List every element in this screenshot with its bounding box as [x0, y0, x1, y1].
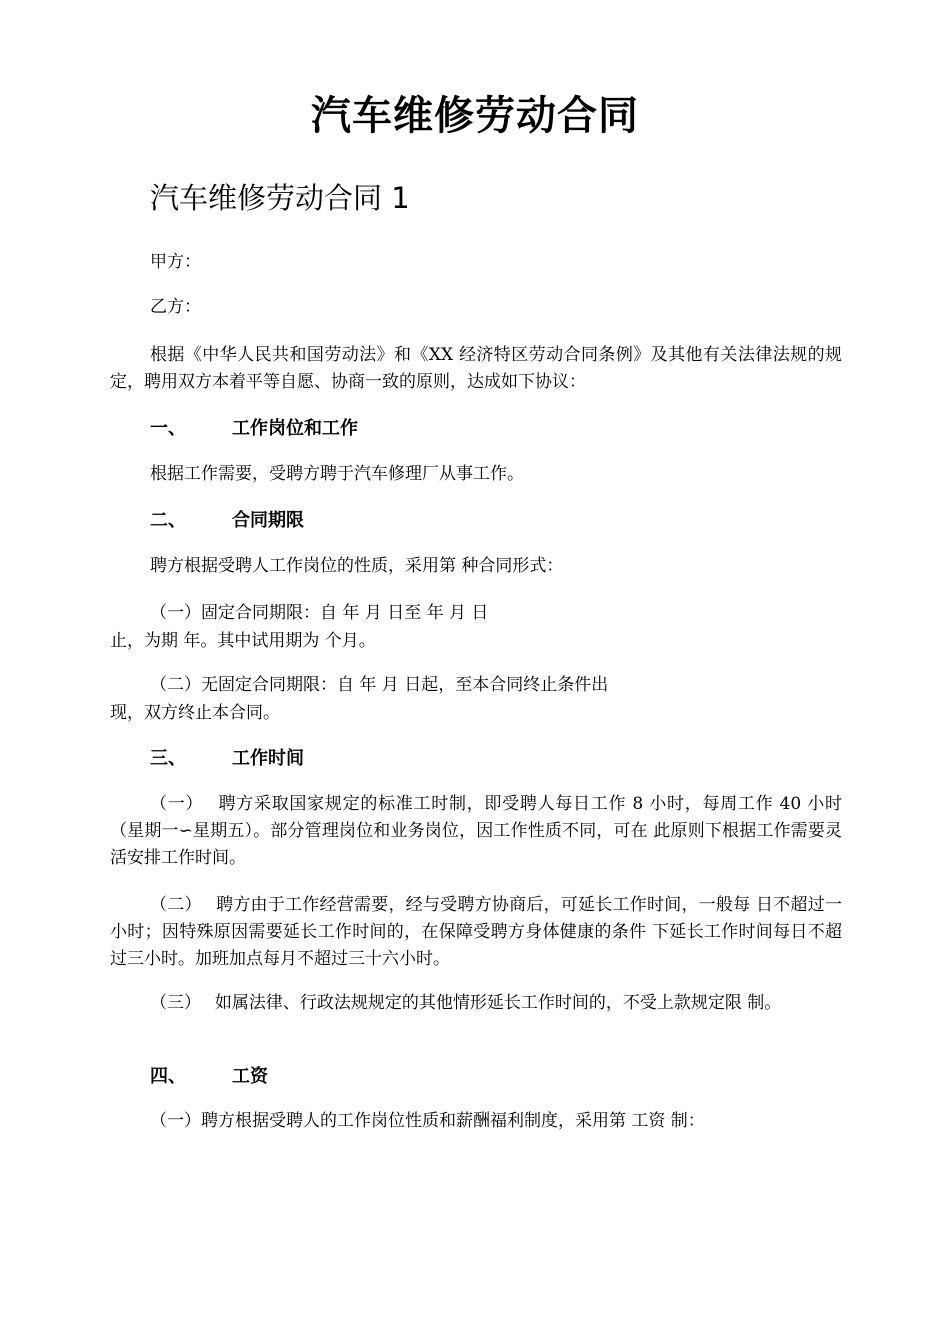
section-3-item-3: （三） 如属法律、行政法规规定的其他情形延长工作时间的，不受上款规定限 制。: [150, 993, 782, 1013]
section-2-item-2-line-1: （二）无固定合同期限：自 年 月 日起，至本合同终止条件出: [150, 675, 609, 695]
section-2-title: 合同期限: [232, 510, 304, 531]
section-4-heading: [150, 1064, 268, 1090]
section-3-item-2: （二） 聘方由于工作经营需要，经与受聘方协商后，可延长工作时间，一般每 日不超过一小时；因特殊原因需要延长工作时间的，在保障受聘方身体健康的条件 下延长工作时间每日不超过三小时。加班加点每月不超过三十六小时。: [110, 895, 842, 969]
section-3-number: 三、: [150, 748, 186, 769]
section-1-number: 一、: [150, 418, 186, 439]
section-1-body: 根据工作需要，受聘方聘于汽车修理厂从事工作。: [150, 464, 524, 484]
section-2-heading: [150, 508, 304, 534]
section-4-number: 四、: [150, 1066, 186, 1087]
section-3-title: 工作时间: [232, 748, 304, 769]
intro-paragraph: 根据《中华人民共和国劳动法》和《XX 经济特区劳动合同条例》及其他有关法律法规的规定，聘用双方本着平等自愿、协商一致的原则，达成如下协议：: [110, 345, 842, 392]
section-3-item-1: （一） 聘方采取国家规定的标准工时制，即受聘人每日工作 8 小时，每周工作 40 小时（星期一∽星期五）。部分管理岗位和业务岗位，因工作性质不同，可在 此原则下根据工作需要灵活安排工作时间。: [110, 794, 842, 868]
section-2-item-1-line-1: （一）固定合同期限：自 年 月 日至 年 月 日: [150, 603, 489, 623]
section-4-title: 工资: [232, 1066, 268, 1087]
section-2-number: 二、: [150, 510, 186, 531]
contract-subtitle: 汽车维修劳动合同 1: [150, 181, 410, 215]
section-1-heading: [150, 416, 358, 442]
section-1-title: 工作岗位和工作: [232, 418, 358, 439]
party-b-label: 乙方：: [150, 297, 201, 317]
section-3-heading: [150, 746, 304, 772]
section-2-item-1-line-2: 止，为期 年。其中试用期为 个月。: [110, 631, 376, 651]
section-4-item-1: （一）聘方根据受聘人的工作岗位性质和薪酬福利制度，采用第 工资 制：: [150, 1111, 705, 1131]
party-a-label: 甲方：: [150, 252, 201, 272]
document-title: 汽车维修劳动合同: [311, 93, 639, 139]
section-2-body: 聘方根据受聘人工作岗位的性质，采用第 种合同形式：: [150, 556, 564, 576]
section-2-item-2-line-2: 现，双方终止本合同。: [110, 703, 280, 723]
